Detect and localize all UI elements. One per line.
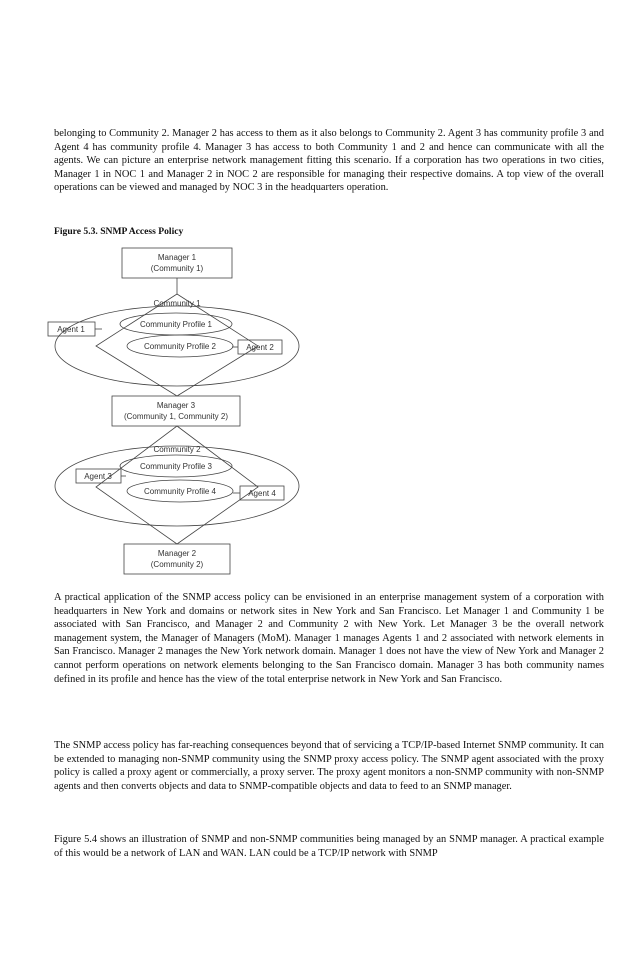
profile1-label: Community Profile 1 <box>139 320 213 329</box>
manager2-community-label: (Community 2) <box>150 560 204 569</box>
agent3-label: Agent 3 <box>84 472 112 481</box>
manager3-community-label: (Community 1, Community 2) <box>123 412 229 421</box>
agent1-label: Agent 1 <box>57 325 85 334</box>
paragraph-1: belonging to Community 2. Manager 2 has access to them as it also belongs to Community 2. Agent 3 has community profile 3 and Agent 4 has community profile 4. Manager 3 has access to both Community 1 and 2 and hence can communicate with all the agents. We can picture an enterprise network management fitting this scenario. If a corporation has two operations in two cities, Manager 1 in NOC 1 and Manager 2 in NOC 2 are responsible for managing their respective domains. A top view of the overall operations can be viewed and managed by NOC 3 in the headquarters operation. <box>54 128 604 194</box>
paragraph-2: A practical application of the SNMP access policy can be envisioned in an enterprise management system of a corporation with headquarters in New York and domains or network sites in New York and San Francisco. Let Manager 1 and Community 1 be associated with San Francisco, and Manager 2 and Community 2 with New York. Let Manager 3 be the overall network management system, the Manager of Managers (MoM). Manager 1 manages Agents 1 and 2 associated with network elements in San Francisco. Manager 2 manages the New York network domain. Manager 1 does not have the view of New York and Manager 2 cannot perform operations on network elements belonging to the San Francisco domain. Manager 3 has both community names defined in its profile and hence has the view of the total enterprise network in New York and San Francisco. <box>54 592 604 685</box>
agent4-label: Agent 4 <box>248 489 276 498</box>
figure-caption: Figure 5.3. SNMP Access Policy <box>54 226 184 237</box>
manager2-label: Manager 2 <box>157 549 197 558</box>
manager3-label: Manager 3 <box>156 401 196 410</box>
profile4-label: Community Profile 4 <box>143 487 217 496</box>
paragraph-3: The SNMP access policy has far-reaching consequences beyond that of servicing a TCP/IP-based Internet SNMP community. It can be extended to managing non-SNMP community using the SNMP proxy access policy. The SNMP agent associated with the proxy policy is called a proxy agent or commercially, a proxy server. The proxy agent monitors a non-SNMP community with non-SNMP agents and then converts objects and data to SNMP-compatible objects and data to feed to an SNMP manager. <box>54 740 604 792</box>
paragraph-4: Figure 5.4 shows an illustration of SNMP and non-SNMP communities being managed by an SNMP manager. A practical example of this would be a network of LAN and WAN. LAN could be a TCP/IP network with SNMP <box>54 834 604 859</box>
community1-label: Community 1 <box>153 299 201 308</box>
manager1-label: Manager 1 <box>157 253 197 262</box>
profile2-label: Community Profile 2 <box>143 342 217 351</box>
agent2-label: Agent 2 <box>246 343 274 352</box>
profile3-label: Community Profile 3 <box>139 462 213 471</box>
community2-label: Community 2 <box>153 445 201 454</box>
snmp-access-policy-diagram <box>40 240 300 580</box>
manager1-community-label: (Community 1) <box>150 264 204 273</box>
